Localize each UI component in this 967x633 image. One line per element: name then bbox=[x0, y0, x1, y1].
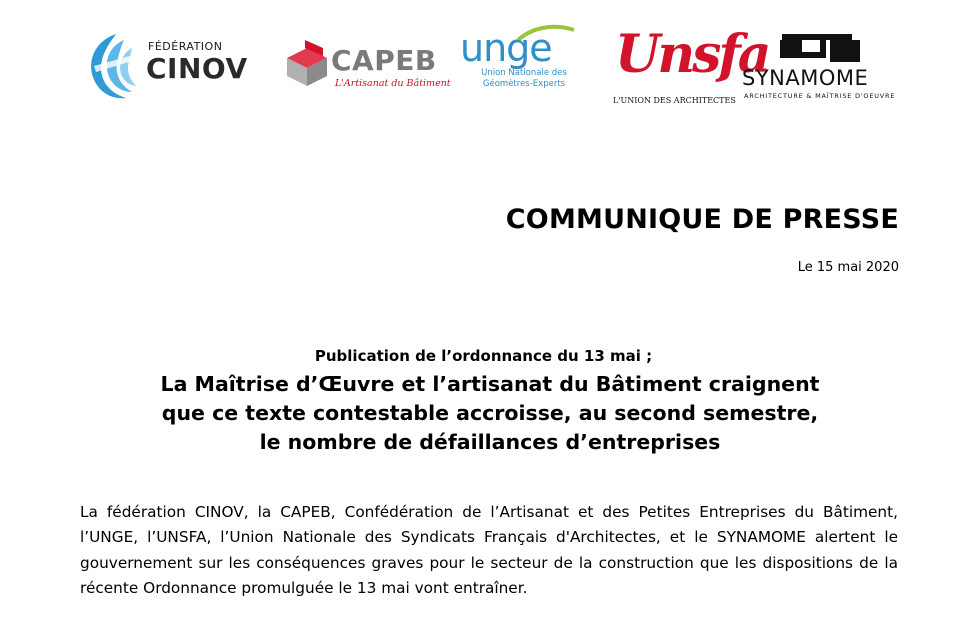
headline-line: La Maîtrise d’Œuvre et l’artisanat du Bâtiment craignent bbox=[160, 372, 820, 396]
cinov-mark-icon bbox=[86, 30, 146, 102]
cinov-logo bbox=[86, 26, 276, 104]
capeb-tagline: L'Artisanat du Bâtiment bbox=[335, 78, 451, 89]
cinov-federation-label: FÉDÉRATION bbox=[148, 40, 223, 53]
body-paragraph: La fédération CINOV, la CAPEB, Confédération de l’Artisanat et des Petites Entreprises du Bâtiment, l’UNGE, l’UNSFA, l’Union Nationale des Syndicats Français d'Architectes, et le SYNAMOME alertent le gouvernement sur les conséquences graves pour le secteur de la construction que les dispositions de la récente Ordonnance promulguée le 13 mai vont entraîner. bbox=[80, 503, 898, 598]
capeb-name: CAPEB bbox=[331, 44, 437, 77]
press-release-date: Le 15 mai 2020 bbox=[797, 260, 899, 275]
synamome-name: SYNAMOME bbox=[742, 66, 869, 90]
unsfa-logo bbox=[611, 20, 769, 112]
capeb-logo bbox=[283, 34, 451, 98]
unge-tagline: Union Nationale des Géomètres-Experts bbox=[481, 68, 567, 89]
synamome-mark-icon bbox=[776, 30, 866, 66]
synamome-logo bbox=[742, 30, 902, 102]
unge-name: unge bbox=[460, 26, 552, 70]
synamome-tagline: ARCHITECTURE & MAÎTRISE D'OEUVRE bbox=[744, 92, 896, 100]
unge-logo bbox=[456, 24, 592, 108]
headline-line: le nombre de défaillances d’entreprises bbox=[259, 430, 721, 454]
press-release-subtitle: Publication de l’ordonnance du 13 mai ; bbox=[314, 347, 653, 365]
headline-line: que ce texte contestable accroisse, au second semestre, bbox=[161, 401, 819, 425]
capeb-cube-icon bbox=[283, 38, 331, 88]
cinov-name: CINOV bbox=[146, 52, 248, 85]
unsfa-tagline: L'UNION DES ARCHITECTES bbox=[613, 96, 736, 105]
press-release-headline bbox=[100, 370, 880, 457]
press-release-title: COMMUNIQUE DE PRESSE bbox=[505, 204, 899, 235]
unsfa-name: Unsfa bbox=[615, 24, 769, 85]
